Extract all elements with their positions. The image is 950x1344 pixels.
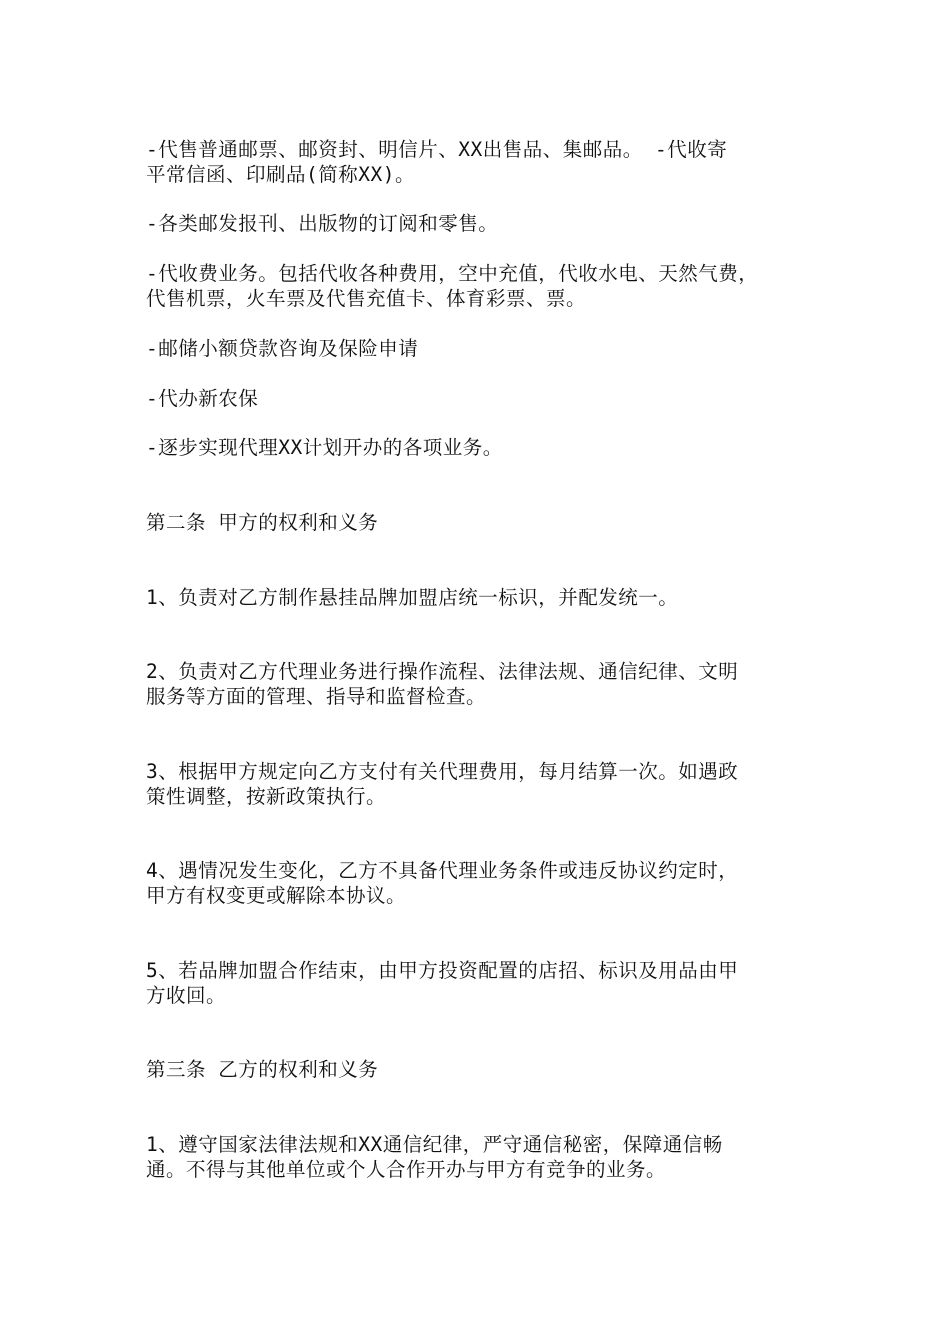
article-2-item-5: 5、若品牌加盟合作结束，由甲方投资配置的店招、标识及用品由甲 方收回。 xyxy=(146,959,739,1007)
article-3-item-1: 1、遵守国家法律法规和XX通信纪律，严守通信秘密，保障通信畅 通。不得与其他单位或个人合作开办与甲方有竞争的业务。 xyxy=(146,1133,723,1181)
service-item-newspapers: -各类邮发报刊、出版物的订阅和零售。 xyxy=(146,212,499,235)
article-2-item-4: 4、遇情况发生变化，乙方不具备代理业务条件或违反协议约定时， 甲方有权变更或解除本协议。 xyxy=(146,859,739,907)
article-3-heading: 第三条 乙方的权利和义务 xyxy=(146,1058,379,1081)
article-2-item-3: 3、根据甲方规定向乙方支付有关代理费用，每月结算一次。如遇政 策性调整，按新政策执行。 xyxy=(146,760,739,808)
service-item-rural-insurance: -代办新农保 xyxy=(146,387,259,410)
service-item-stamps: -代售普通邮票、邮资封、明信片、XX出售品、集邮品。 -代收寄 平常信函、印刷品(简称XX)。 xyxy=(146,138,728,186)
article-2-item-1: 1、负责对乙方制作悬挂品牌加盟店统一标识，并配发统一。 xyxy=(146,586,679,609)
article-2-item-2: 2、负责对乙方代理业务进行操作流程、法律法规、通信纪律、文明 服务等方面的管理、指导和监督检查。 xyxy=(146,660,739,708)
article-2-heading: 第二条 甲方的权利和义务 xyxy=(146,511,379,534)
service-item-other: -逐步实现代理XX计划开办的各项业务。 xyxy=(146,436,503,459)
service-item-loans: -邮储小额贷款咨询及保险申请 xyxy=(146,337,419,360)
service-item-fee-collection: -代收费业务。包括代收各种费用，空中充值，代收水电、天然气费， 代售机票，火车票及代售充值卡、体育彩票、票。 xyxy=(146,262,759,310)
